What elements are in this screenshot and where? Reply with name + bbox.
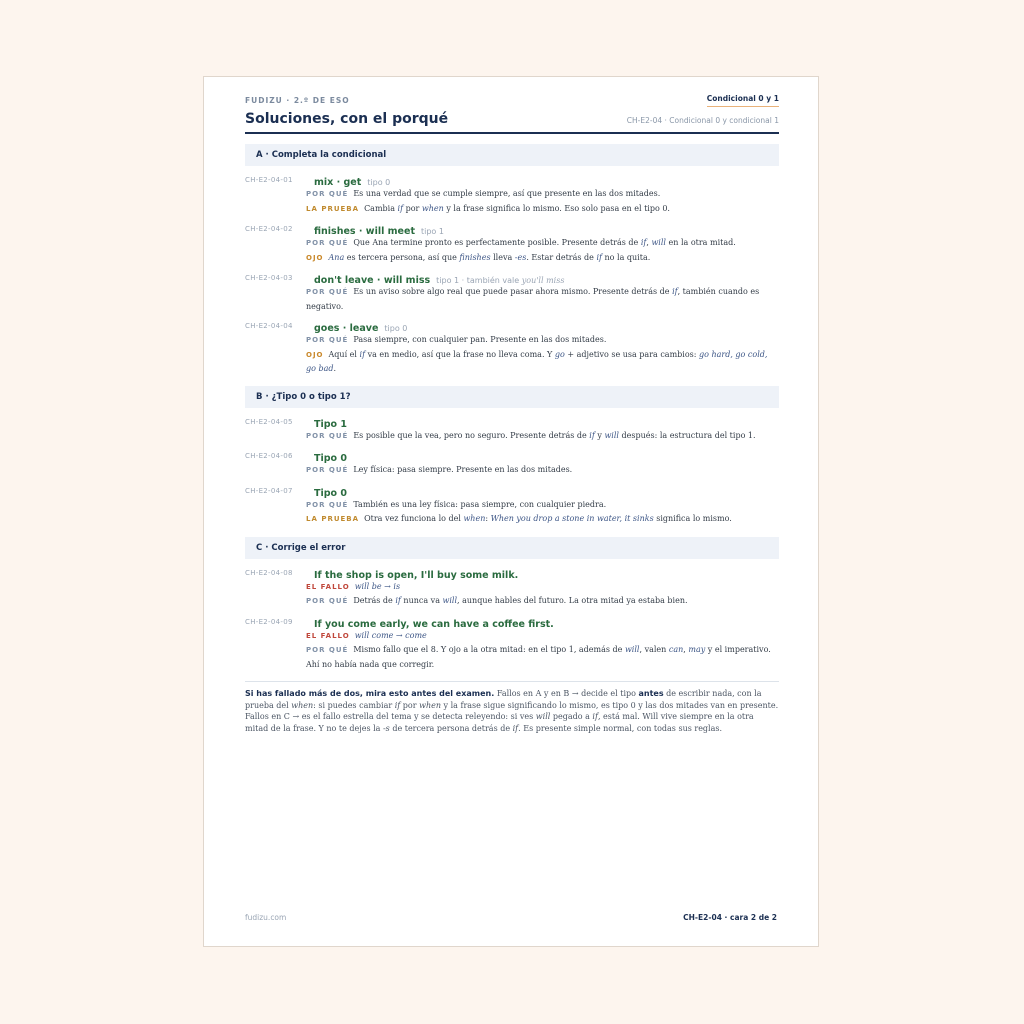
closing-text: , está mal. Will vive siempre en la otra mitad de la frase. Y no te dejes la [245,712,754,733]
why-text: También es una ley física: pasa siempre, con cualquier piedra. [353,499,607,509]
why-note [306,594,779,609]
note-text: , [683,645,689,654]
section-a-heading: A · Completa la condicional [245,144,779,166]
why-label: POR QUÉ [306,500,349,509]
note-term: go hard, go cold, go bad [306,349,768,373]
closing-term: when [291,700,314,710]
note-text: , aunque hables del futuro. La otra mitad ya estaba bien. [457,596,688,605]
answer-line [314,483,779,498]
answer-item [245,565,779,609]
note-term: if [596,252,602,262]
proof-note [306,512,779,527]
closing-text: : si puedes cambiar [313,700,395,710]
item-body [306,565,779,609]
note-text: Que Ana termine pronto es perfectamente posible. Presente detrás de [353,238,641,247]
item-body [306,221,779,265]
note-text: después: la estructura del tipo 1. [618,430,756,440]
why-label: POR QUÉ [306,190,349,198]
answer-item [245,483,779,527]
item-body [306,414,779,444]
closing-term: if [394,700,401,710]
worksheet-page [203,76,819,947]
item-code: CH-E2-04-03 [245,274,293,282]
note-text: Es posible que la vea, pero no seguro. Presente detrás de [353,430,590,440]
note-term: will [651,238,666,247]
answer-text: finishes · will meet [314,226,415,237]
note-term: -es [514,252,527,262]
footer-site: fudizu.com [245,913,287,922]
note-text: : [485,514,491,523]
note-term: go [554,349,565,359]
item-body [306,614,779,672]
note-term: will [604,430,619,440]
closing-term: when [419,700,442,710]
note-text: en la otra mitad. [665,238,736,247]
brand-label: FUDIZU · 2.º DE ESO [245,95,350,105]
why-label: POR QUÉ [306,597,349,605]
note-term: Ana [328,252,345,262]
note-term: may [688,645,706,654]
why-text: Es una verdad que se cumple siempre, así que presente en las dos mitades. [353,189,661,198]
note-term: if [395,596,401,605]
closing-text: por [400,700,420,710]
note-text: va en medio, así que la frase no lleva coma. Y [365,349,555,359]
note-text: , también cuando es negativo. [306,287,760,311]
answer-line [314,414,779,429]
why-note [306,498,779,513]
proof-note [306,202,779,217]
closing-lead: Si has fallado más de dos, mira esto antes del examen. [245,689,495,698]
closing-text: de tercera persona detrás de [389,723,513,733]
why-label: POR QUÉ [306,239,349,247]
item-code: CH-E2-04-06 [245,452,293,460]
note-text: y [594,430,605,440]
why-label: POR QUÉ [306,431,349,440]
answer-line [314,318,779,333]
note-text: nunca va [400,596,443,605]
item-code: CH-E2-04-04 [245,322,293,330]
type-tag-text: tipo 1 · también vale [436,276,522,285]
note-text: significa lo mismo. [653,514,732,523]
item-code: CH-E2-04-02 [245,225,293,233]
note-text: , valen [639,645,669,654]
note-text: no la quita. [601,252,651,262]
note-text: por [403,203,422,213]
item-code: CH-E2-04-08 [245,568,293,577]
note-term: when [421,203,444,213]
why-label: POR QUÉ [306,288,349,296]
note-text: lleva [490,252,515,262]
ojo-label: OJO [306,253,324,262]
title-row [245,111,779,134]
note-term: if [589,430,595,440]
ojo-note [306,348,779,376]
answer-item [245,614,779,672]
page-title: Soluciones, con el porqué [245,111,449,127]
closing-text: y la frase sigue significando lo mismo, es tipo 0 y las dos mitades van en presente. Fallos en C → es el fallo estrella del tema y se detecta releyendo: si ves [245,700,779,721]
note-text: , [646,238,652,247]
why-note [306,333,779,348]
item-body [306,270,779,313]
note-text: Cambia [364,203,398,213]
fail-label: EL FALLO [306,582,350,591]
type-tag-alt: you'll miss [521,276,565,285]
answer-text: If the shop is open, I'll buy some milk. [314,569,519,581]
answer-line [314,172,779,187]
answer-item [245,221,779,265]
item-code: CH-E2-04-05 [245,417,293,426]
answer-item [245,414,779,444]
answer-text: Tipo 0 [314,487,347,499]
worksheet-content [245,93,779,734]
section-b-items [245,408,779,527]
type-tag: tipo 1 [420,227,444,236]
answer-line [314,565,779,580]
closing-term: if [592,712,598,721]
note-term: if [672,287,678,296]
proof-label: LA PRUEBA [306,515,360,523]
why-label: POR QUÉ [306,466,349,474]
answer-text: mix · get [314,177,362,188]
note-text: Otra vez funciona lo del [364,514,464,523]
why-text: Ley física: pasa siempre. Presente en las dos mitades. [353,465,573,474]
page-header [245,93,779,107]
fail-text: will be → is [354,581,401,591]
footer-page-ref: CH-E2-04 · cara 2 de 2 [683,913,777,922]
answer-text: If you come early, we can have a coffee first. [314,618,554,630]
why-label: POR QUÉ [306,646,349,654]
note-text: y la frase significa lo mismo. Eso solo pasa en el tipo 0. [443,203,670,213]
note-text: . [333,364,337,373]
topic-badge: Condicional 0 y 1 [707,94,779,107]
ojo-label: OJO [306,350,324,359]
note-text: Detrás de [353,596,396,605]
closing-advice [245,681,779,734]
item-code: CH-E2-04-09 [245,617,293,626]
closing-term: -s [382,723,390,733]
why-text: Pasa siempre, con cualquier pan. Presente en las dos mitades. [353,335,607,344]
note-term: if [640,238,647,247]
answer-text: don't leave · will miss [314,275,431,286]
section-c-items [245,559,779,672]
fail-text: will come → come [354,630,427,640]
item-code: CH-E2-04-01 [245,176,293,184]
item-body [306,448,779,478]
fail-note [306,629,779,644]
closing-term: will [535,712,551,721]
answer-item [245,448,779,478]
answer-line [314,614,779,629]
answer-line [314,270,779,285]
proof-label: LA PRUEBA [306,204,360,213]
note-text: y el imperativo. Ahí no había nada que corregir. [306,645,771,669]
note-text: Aquí el [328,349,360,359]
type-tag [436,276,564,285]
section-b-heading: B · ¿Tipo 0 o tipo 1? [245,386,779,408]
note-term: finishes [459,252,491,262]
answer-line [314,221,779,236]
answer-line [314,448,779,463]
closing-text: pegado a [550,712,593,721]
answer-item [245,318,779,376]
ojo-note [306,251,779,266]
closing-text: de escribir nada, con la prueba del [245,689,762,710]
section-c-heading: C · Corrige el error [245,537,779,559]
item-body [306,172,779,216]
why-note [306,236,779,251]
note-text: . Estar detrás de [526,252,597,262]
page-subtitle: CH-E2-04 · Condicional 0 y condicional 1 [626,116,779,125]
item-body [306,318,779,376]
type-tag: tipo 0 [367,178,391,187]
note-text: + adjetivo se usa para cambios: [564,349,699,359]
why-note [306,429,779,444]
note-term: will [624,645,640,654]
item-body [306,483,779,527]
answer-item [245,172,779,216]
why-note [306,643,779,671]
fail-label: EL FALLO [306,631,350,640]
note-term: can [668,645,684,654]
closing-text: Fallos en A y en B → decide el tipo [494,689,639,698]
why-note [306,187,779,202]
note-term: if [359,349,366,359]
answer-item [245,270,779,313]
note-term: if [397,203,404,213]
note-term: will [442,596,458,605]
page-footer [245,913,777,922]
answer-text: Tipo 1 [314,418,347,430]
why-note [306,285,779,313]
section-a-items [245,166,779,376]
fail-note [306,580,779,595]
note-text: Mismo fallo que el 8. Y ojo a la otra mitad: en el tipo 1, además de [353,645,625,654]
answer-text: Tipo 0 [314,453,347,464]
why-label: POR QUÉ [306,336,349,344]
item-code: CH-E2-04-07 [245,486,293,495]
note-text: Es un aviso sobre algo real que puede pasar ahora mismo. Presente detrás de [353,287,673,296]
note-text: es tercera persona, así que [344,252,460,262]
closing-term: if [512,723,519,733]
note-term: When you drop a stone in water, it sinks [490,514,654,523]
type-tag: tipo 0 [384,324,408,333]
why-note [306,463,779,478]
closing-text: . Es presente simple normal, con todas sus reglas. [518,723,723,733]
closing-emphasis: antes [638,689,664,698]
note-term: when [463,514,486,523]
answer-text: goes · leave [314,323,379,334]
